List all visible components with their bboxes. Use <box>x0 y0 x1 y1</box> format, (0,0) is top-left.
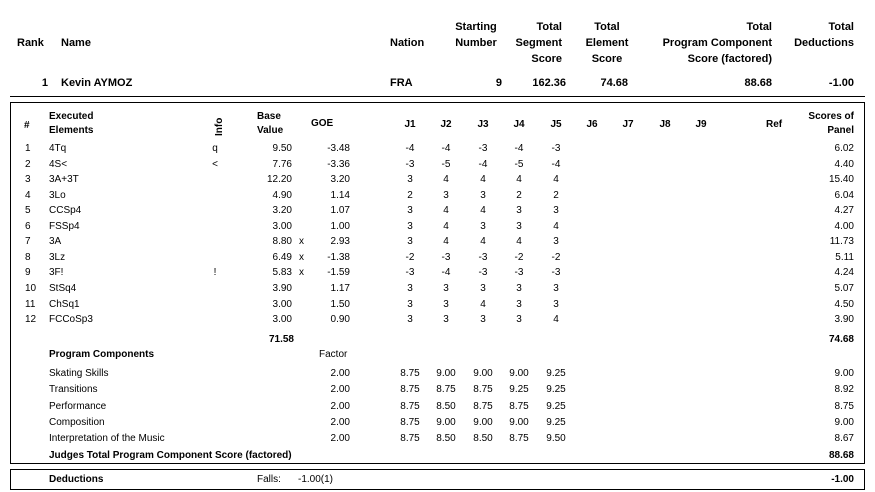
judge-header-3: J3 <box>477 119 489 130</box>
pcs-total: 88.68 <box>828 450 854 461</box>
element-panel-score: 6.04 <box>834 190 854 201</box>
component-panel-score: 9.00 <box>834 368 854 379</box>
component-judge-3-score: 9.00 <box>473 417 493 428</box>
element-judge-5-score: 3 <box>553 236 559 247</box>
element-judge-4-score: 3 <box>516 314 522 325</box>
element-info: ! <box>213 267 217 278</box>
element-judge-1-score: 3 <box>407 174 413 185</box>
component-judge-2-score: 9.00 <box>436 417 456 428</box>
element-judge-3-score: 3 <box>480 283 486 294</box>
info-header: Info <box>214 117 225 136</box>
element-num: 10 <box>25 283 37 294</box>
component-judge-2-score: 8.50 <box>436 433 456 444</box>
element-judge-4-score: -4 <box>514 143 524 154</box>
element-panel-score: 5.11 <box>835 252 854 263</box>
element-panel-score: 5.07 <box>834 283 854 294</box>
element-judge-4-score: 3 <box>516 283 522 294</box>
element-judge-3-score: -4 <box>478 159 488 170</box>
component-factor: 2.00 <box>330 368 350 379</box>
element-judge-2-score: 4 <box>443 174 449 185</box>
element-base-value: 9.50 <box>272 143 292 154</box>
element-base-value: 3.00 <box>272 221 292 232</box>
component-judge-3-score: 8.75 <box>473 384 493 395</box>
element-goe: 1.50 <box>330 299 350 310</box>
component-name: Skating Skills <box>49 368 109 379</box>
component-judge-2-score: 9.00 <box>436 368 456 379</box>
component-judge-2-score: 8.75 <box>436 384 456 395</box>
component-factor: 2.00 <box>330 417 350 428</box>
element-name: FCCoSp3 <box>49 314 93 325</box>
ref-header: Ref <box>766 119 783 130</box>
base-value-header-2: Value <box>257 125 284 136</box>
falls-value: -1.00(1) <box>298 474 334 485</box>
element-judge-1-score: 3 <box>407 221 413 232</box>
element-judge-1-score: 2 <box>407 190 413 201</box>
element-base-value: 7.76 <box>272 159 292 170</box>
component-judge-1-score: 8.75 <box>400 433 420 444</box>
element-goe: 2.93 <box>330 236 350 247</box>
element-goe: 1.07 <box>330 205 350 216</box>
component-judge-3-score: 9.00 <box>473 368 493 379</box>
skater-name: Kevin AYMOZ <box>61 77 133 89</box>
element-judge-5-score: 3 <box>553 205 559 216</box>
element-judge-4-score: 3 <box>516 221 522 232</box>
element-num: 6 <box>25 221 31 232</box>
scores-of-panel-header-1: Scores of <box>808 111 854 122</box>
component-factor: 2.00 <box>330 433 350 444</box>
component-judge-3-score: 8.50 <box>473 433 493 444</box>
element-base-value: 8.80 <box>272 236 292 247</box>
element-judge-2-score: 4 <box>443 221 449 232</box>
element-judge-4-score: -5 <box>514 159 524 170</box>
element-judge-5-score: -2 <box>551 252 561 263</box>
element-judge-3-score: -3 <box>478 143 488 154</box>
skater-total-pcs: 88.68 <box>744 77 772 89</box>
element-goe: 1.14 <box>330 190 350 201</box>
component-judge-1-score: 8.75 <box>400 401 420 412</box>
element-judge-5-score: 2 <box>553 190 559 201</box>
element-judge-4-score: -3 <box>514 267 524 278</box>
element-judge-5-score: -3 <box>551 267 561 278</box>
element-judge-1-score: 3 <box>407 314 413 325</box>
element-panel-score: 6.02 <box>834 143 854 154</box>
element-name: ChSq1 <box>49 299 80 310</box>
deductions-label: Deductions <box>49 474 104 485</box>
skater-total-segment: 162.36 <box>532 77 566 89</box>
element-name: 3F! <box>49 267 64 278</box>
skater-rank: 1 <box>41 77 48 89</box>
element-panel-score: 4.00 <box>834 221 854 232</box>
element-name: StSq4 <box>49 283 77 294</box>
judge-header-8: J8 <box>659 119 671 130</box>
element-judge-4-score: 3 <box>516 299 522 310</box>
element-panel-score: 11.73 <box>829 236 854 247</box>
component-factor: 2.00 <box>330 401 350 412</box>
component-name: Interpretation of the Music <box>49 433 165 444</box>
element-panel-score: 3.90 <box>834 314 854 325</box>
element-name: FSSp4 <box>49 221 80 232</box>
element-name: 3A <box>49 236 62 247</box>
element-goe: -3.48 <box>327 143 350 154</box>
element-judge-1-score: -2 <box>405 252 415 263</box>
element-base-value: 4.90 <box>272 190 292 201</box>
element-panel-score: 4.50 <box>834 299 854 310</box>
element-panel-score: 4.27 <box>834 205 854 216</box>
element-judge-1-score: -3 <box>405 267 415 278</box>
element-name: 3Lz <box>49 252 66 263</box>
component-panel-score: 8.92 <box>834 384 854 395</box>
element-num: 5 <box>25 205 31 216</box>
element-judge-3-score: 3 <box>480 190 486 201</box>
skater-nation: FRA <box>390 77 413 89</box>
element-base-value: 6.49 <box>272 252 292 263</box>
element-judge-1-score: -3 <box>405 159 415 170</box>
element-name: 3A+3T <box>49 174 79 185</box>
component-judge-4-score: 9.00 <box>509 417 529 428</box>
element-bonus-mark: x <box>299 252 304 263</box>
element-judge-5-score: 4 <box>553 221 559 232</box>
factor-header: Factor <box>319 349 348 360</box>
element-judge-2-score: 3 <box>443 283 449 294</box>
element-num: 12 <box>25 314 37 325</box>
total-pcs-header-2: Program Component <box>662 37 772 49</box>
component-judge-4-score: 8.75 <box>509 433 529 444</box>
element-judge-3-score: -3 <box>478 267 488 278</box>
component-judge-1-score: 8.75 <box>400 417 420 428</box>
judge-header-1: J1 <box>404 119 416 130</box>
total-segment-header-1: Total <box>536 21 562 33</box>
skater-total-element: 74.68 <box>600 77 628 89</box>
element-judge-3-score: -3 <box>478 252 488 263</box>
header-divider <box>10 96 865 97</box>
component-panel-score: 8.67 <box>834 433 854 444</box>
element-panel-score: 15.40 <box>828 174 854 185</box>
component-judge-4-score: 8.75 <box>509 401 529 412</box>
element-judge-5-score: -3 <box>551 143 561 154</box>
element-info: q <box>212 143 218 154</box>
component-panel-score: 8.75 <box>834 401 854 412</box>
total-segment-header-2: Segment <box>515 37 562 49</box>
name-header: Name <box>61 37 91 49</box>
element-num: 9 <box>25 267 31 278</box>
element-judge-2-score: 3 <box>443 299 449 310</box>
element-judge-2-score: 4 <box>443 236 449 247</box>
element-judge-3-score: 4 <box>480 299 486 310</box>
element-judge-5-score: 3 <box>553 283 559 294</box>
judge-header-4: J4 <box>513 119 525 130</box>
element-num: 8 <box>25 252 31 263</box>
element-goe: 1.17 <box>330 283 350 294</box>
element-judge-3-score: 3 <box>480 221 486 232</box>
total-element-header-2: Element <box>585 37 629 49</box>
element-num: 4 <box>25 190 31 201</box>
component-judge-5-score: 9.25 <box>546 401 566 412</box>
base-value-total: 71.58 <box>268 334 294 345</box>
element-judge-1-score: -4 <box>405 143 415 154</box>
element-goe: 0.90 <box>330 314 350 325</box>
component-judge-4-score: 9.25 <box>509 384 529 395</box>
nation-header: Nation <box>390 37 425 49</box>
component-judge-5-score: 9.25 <box>546 368 566 379</box>
element-judge-2-score: 3 <box>443 314 449 325</box>
element-judge-1-score: 3 <box>407 283 413 294</box>
component-judge-5-score: 9.25 <box>546 417 566 428</box>
element-goe: 3.20 <box>330 174 350 185</box>
element-goe: -3.36 <box>327 159 350 170</box>
judge-header-6: J6 <box>586 119 598 130</box>
goe-header: GOE <box>311 118 334 129</box>
judge-header-9: J9 <box>695 119 707 130</box>
total-segment-header-3: Score <box>531 53 562 65</box>
rank-header: Rank <box>17 37 44 49</box>
element-goe: 1.00 <box>330 221 350 232</box>
element-judge-5-score: -4 <box>551 159 561 170</box>
element-judge-3-score: 4 <box>480 205 486 216</box>
component-judge-2-score: 8.50 <box>436 401 456 412</box>
element-judge-2-score: -4 <box>441 143 451 154</box>
element-judge-5-score: 4 <box>553 314 559 325</box>
scores-of-panel-header-2: Panel <box>827 125 854 136</box>
element-base-value: 5.83 <box>272 267 292 278</box>
element-judge-3-score: 4 <box>480 174 486 185</box>
element-name: 4Tq <box>49 143 67 154</box>
executed-elements-header-2: Elements <box>49 125 94 136</box>
element-judge-4-score: -2 <box>514 252 524 263</box>
element-judge-5-score: 3 <box>553 299 559 310</box>
element-score-total: 74.68 <box>828 334 854 345</box>
element-judge-5-score: 4 <box>553 174 559 185</box>
element-goe: -1.38 <box>327 252 350 263</box>
component-judge-3-score: 8.75 <box>473 401 493 412</box>
element-num: 3 <box>25 174 31 185</box>
executed-elements-header-1: Executed <box>49 111 94 122</box>
element-judge-3-score: 4 <box>480 236 486 247</box>
element-goe: -1.59 <box>327 267 350 278</box>
total-pcs-header-1: Total <box>746 21 772 33</box>
element-base-value: 3.90 <box>272 283 292 294</box>
component-judge-1-score: 8.75 <box>400 368 420 379</box>
starting-number-header-2: Number <box>455 37 497 49</box>
element-bonus-mark: x <box>299 267 304 278</box>
element-base-value: 12.20 <box>266 174 292 185</box>
skater-starting-number: 9 <box>495 77 502 89</box>
num-header: # <box>24 120 30 131</box>
element-judge-4-score: 4 <box>516 174 522 185</box>
judge-header-5: J5 <box>550 119 562 130</box>
total-pcs-header-3: Score (factored) <box>687 53 772 65</box>
element-judge-1-score: 3 <box>407 236 413 247</box>
component-factor: 2.00 <box>330 384 350 395</box>
program-components-header: Program Components <box>49 349 155 360</box>
falls-label: Falls: <box>257 474 281 485</box>
element-num: 7 <box>25 236 31 247</box>
component-judge-5-score: 9.25 <box>546 384 566 395</box>
element-judge-1-score: 3 <box>407 299 413 310</box>
component-name: Transitions <box>49 384 98 395</box>
component-name: Composition <box>49 417 105 428</box>
element-judge-4-score: 2 <box>516 190 522 201</box>
starting-number-header-1: Starting <box>455 21 497 33</box>
judge-header-2: J2 <box>440 119 452 130</box>
component-judge-5-score: 9.50 <box>546 433 566 444</box>
skater-total-deductions: -1.00 <box>828 77 854 89</box>
total-deductions-header-1: Total <box>828 21 854 33</box>
element-base-value: 3.00 <box>272 314 292 325</box>
element-bonus-mark: x <box>299 236 304 247</box>
element-name: 3Lo <box>49 190 66 201</box>
element-name: CCSp4 <box>49 205 82 216</box>
element-judge-3-score: 3 <box>480 314 486 325</box>
element-info: < <box>212 159 218 170</box>
element-base-value: 3.00 <box>272 299 292 310</box>
component-judge-4-score: 9.00 <box>509 368 529 379</box>
element-panel-score: 4.40 <box>834 159 854 170</box>
element-judge-2-score: -3 <box>441 252 451 263</box>
pcs-total-label: Judges Total Program Component Score (factored) <box>49 450 292 461</box>
element-judge-1-score: 3 <box>407 205 413 216</box>
element-judge-2-score: 3 <box>443 190 449 201</box>
element-name: 4S< <box>49 159 68 170</box>
total-element-header-3: Score <box>591 53 623 65</box>
deductions-total: -1.00 <box>831 474 854 485</box>
total-element-header-1: Total <box>594 21 620 33</box>
element-judge-2-score: -4 <box>441 267 451 278</box>
element-num: 11 <box>25 299 36 310</box>
judge-header-7: J7 <box>622 119 634 130</box>
component-judge-1-score: 8.75 <box>400 384 420 395</box>
element-judge-2-score: 4 <box>443 205 449 216</box>
element-judge-2-score: -5 <box>441 159 451 170</box>
element-panel-score: 4.24 <box>834 267 854 278</box>
element-base-value: 3.20 <box>272 205 292 216</box>
element-judge-4-score: 3 <box>516 205 522 216</box>
base-value-header-1: Base <box>257 111 281 122</box>
component-panel-score: 9.00 <box>834 417 854 428</box>
deductions-panel <box>10 469 865 490</box>
component-name: Performance <box>49 401 107 412</box>
element-judge-4-score: 4 <box>516 236 522 247</box>
element-num: 1 <box>25 143 31 154</box>
element-num: 2 <box>25 159 31 170</box>
total-deductions-header-2: Deductions <box>794 37 854 49</box>
